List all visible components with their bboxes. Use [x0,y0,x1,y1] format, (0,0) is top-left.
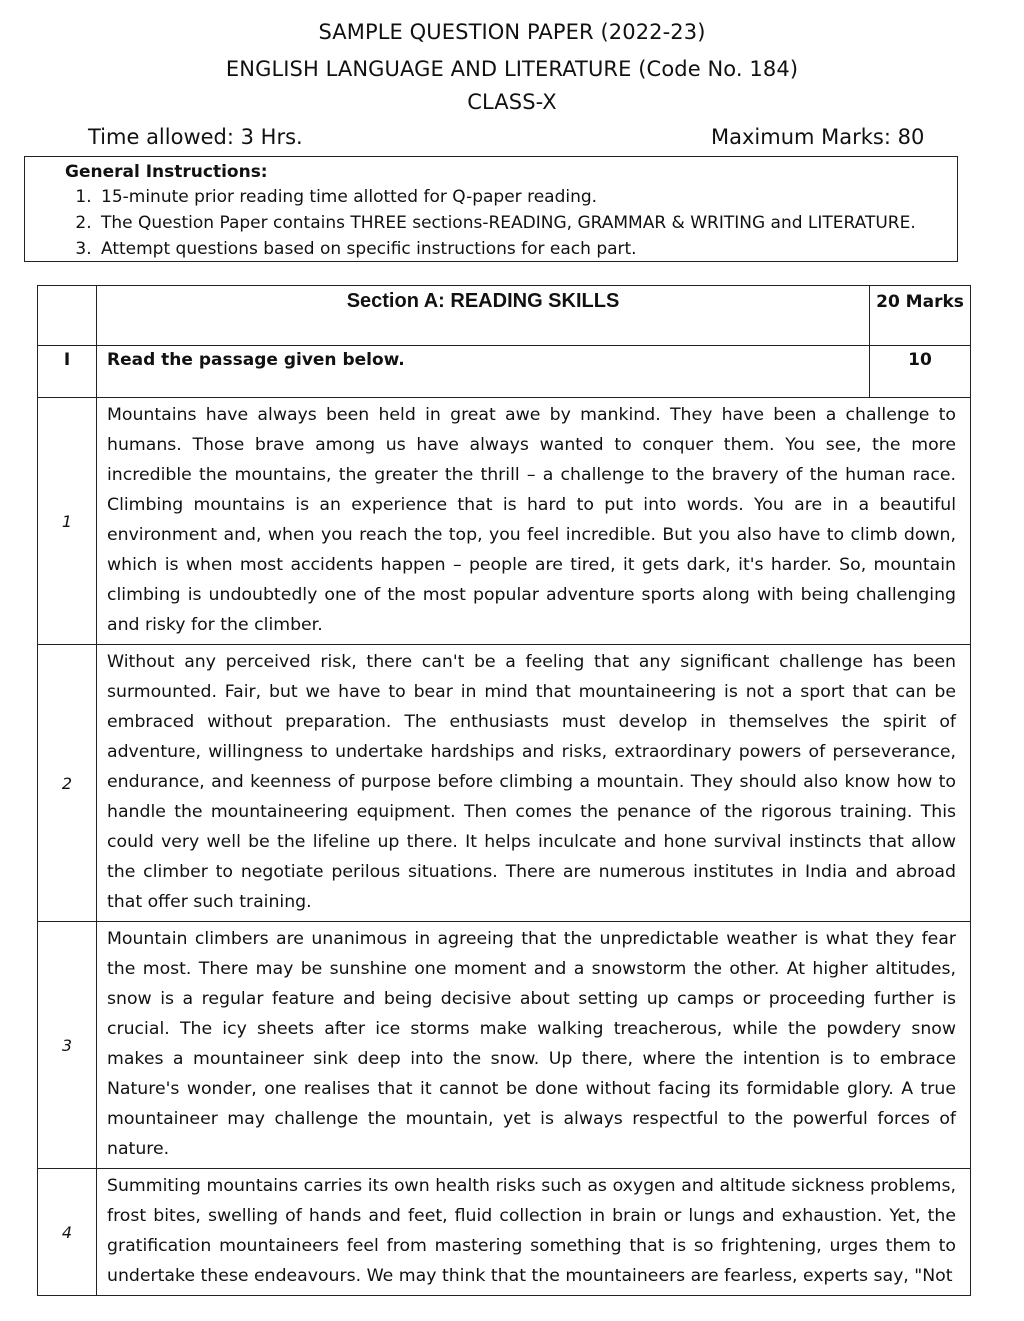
paragraph-number: 4 [38,1169,97,1296]
reading-section-table [37,285,971,1296]
question-number: I [38,346,97,398]
paper-title: SAMPLE QUESTION PAPER (2022-23) [318,20,706,44]
question-row [38,346,971,398]
passage-paragraph-row [38,1169,971,1296]
instructions-heading: General Instructions: [65,162,268,182]
passage-paragraph-row [38,398,971,645]
time-allowed: Time allowed: 3 Hrs. [88,125,303,149]
instruction-item: 1. 15-minute prior reading time allotted for Q-paper reading. [97,184,957,210]
question-text: Read the passage given below. [97,346,870,398]
section-header-row [38,286,971,346]
paragraph-number: 2 [38,645,97,922]
section-marks: 20 Marks [870,286,971,346]
general-instructions-box [24,156,958,262]
paragraph-number: 1 [38,398,97,645]
maximum-marks: Maximum Marks: 80 [711,125,925,149]
paragraph-text: Mountains have always been held in great awe by mankind. They have been a challenge to humans. Those brave among us have always wanted to conquer them. You see, the more incredible the mountains, the greater the thrill – a challenge to the bravery of the human race. Climbing mountains is an experience that is hard to put into words. You are in a beautiful environment and, when you reach the top, you feel incredible. But you also have to climb down, which is when most accidents happen – people are tired, it gets dark, it's harder. So, mountain climbing is undoubtedly one of the most popular adventure sports along with being challenging and risky for the climber. [97,398,971,645]
paragraph-number: 3 [38,922,97,1169]
header-blank-cell [38,286,97,346]
passage-paragraph-row [38,645,971,922]
class-title: CLASS-X [467,90,557,114]
subject-title: ENGLISH LANGUAGE AND LITERATURE (Code No. 184) [225,57,799,81]
passage-paragraph-row [38,922,971,1169]
instructions-list [65,184,957,262]
section-title: Section A: READING SKILLS [97,286,870,346]
paragraph-text: Mountain climbers are unanimous in agreeing that the unpredictable weather is what they fear the most. There may be sunshine one moment and a snowstorm the other. At higher altitudes, snow is a regular feature and being decisive about setting up camps or proceeding further is crucial. The icy sheets after ice storms make walking treacherous, while the powdery snow makes a mountaineer sink deep into the snow. Up there, where the intention is to embrace Nature's wonder, one realises that it cannot be done without facing its formidable glory. A true mountaineer may challenge the mountain, yet is always respectful to the powerful forces of nature. [97,922,971,1169]
paragraph-text: Without any perceived risk, there can't be a feeling that any significant challenge has been surmounted. Fair, but we have to bear in mind that mountaineering is not a sport that can be embraced without preparation. The enthusiasts must develop in themselves the spirit of adventure, willingness to undertake hardships and risks, extraordinary powers of perseverance, endurance, and keenness of purpose before climbing a mountain. They should also know how to handle the mountaineering equipment. Then comes the penance of the rigorous training. This could very well be the lifeline up there. It helps inculcate and hone survival instincts that allow the climber to negotiate perilous situations. There are numerous institutes in India and abroad that offer such training. [97,645,971,922]
instruction-item: 2. The Question Paper contains THREE sections-READING, GRAMMAR & WRITING and LITERATURE. [97,210,957,236]
instruction-item: 3. Attempt questions based on specific instructions for each part. [97,236,957,262]
paragraph-text: Summiting mountains carries its own health risks such as oxygen and altitude sickness problems, frost bites, swelling of hands and feet, fluid collection in brain or lungs and exhaustion. Yet, the gratification mountaineers feel from mastering something that is so frightening, urges them to undertake these endeavours. We may think that the mountaineers are fearless, experts say, "Not [97,1169,971,1296]
question-marks: 10 [870,346,971,398]
